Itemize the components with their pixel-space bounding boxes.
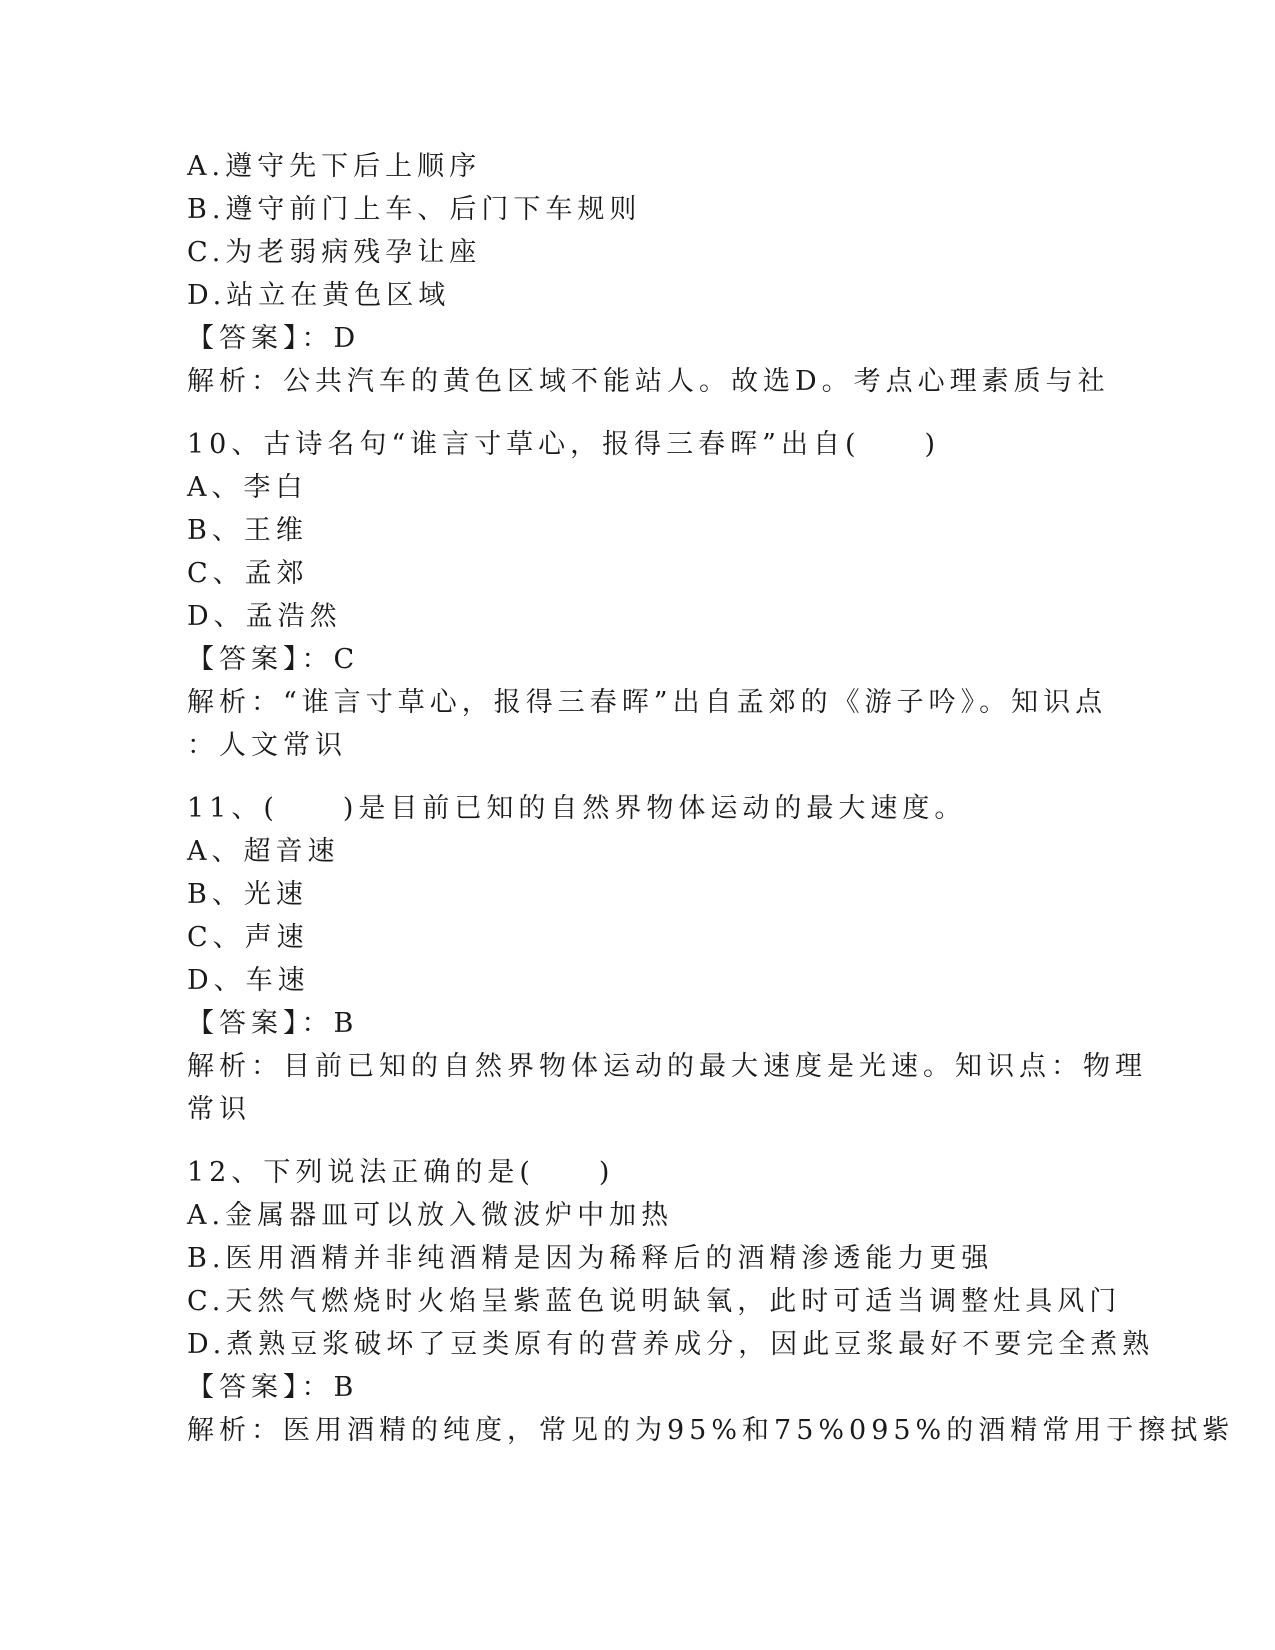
q12-option-b: B.医用酒精并非纯酒精是因为稀释后的酒精渗透能力更强 bbox=[187, 1243, 994, 1274]
q10-option-c: C、孟郊 bbox=[187, 558, 309, 589]
q12-option-a: A.金属器皿可以放入微波炉中加热 bbox=[187, 1200, 674, 1231]
question-10-block bbox=[187, 423, 1108, 767]
q11-option-b: B、光速 bbox=[187, 879, 308, 910]
q10-analysis-line-1: 解析：“谁言寸草心，报得三春晖”出自孟郊的《游子吟》。知识点 bbox=[187, 687, 1108, 718]
q10-question: 10、古诗名句“谁言寸草心，报得三春晖”出自( ) bbox=[187, 429, 941, 460]
q11-option-c: C、声速 bbox=[187, 922, 309, 953]
q10-analysis-line-2: ：人文常识 bbox=[187, 730, 347, 761]
document-page bbox=[187, 145, 1235, 1452]
question-9-block bbox=[187, 145, 1110, 403]
q9-option-a: A.遵守先下后上顺序 bbox=[187, 151, 482, 182]
q11-analysis-line-1: 解析：目前已知的自然界物体运动的最大速度是光速。知识点：物理 bbox=[187, 1051, 1147, 1082]
spacer bbox=[187, 403, 1087, 423]
question-11-block bbox=[187, 787, 1147, 1131]
q12-option-d: D.煮熟豆浆破坏了豆类原有的营养成分，因此豆浆最好不要完全煮熟 bbox=[187, 1329, 1155, 1360]
question-12-block bbox=[187, 1151, 1235, 1452]
q10-option-b: B、王维 bbox=[187, 515, 308, 546]
spacer bbox=[187, 767, 1087, 787]
q9-answer: 【答案】：D bbox=[187, 323, 361, 354]
q11-option-d: D、车速 bbox=[187, 965, 310, 996]
spacer bbox=[187, 1131, 1087, 1151]
q11-question: 11、( )是目前已知的自然界物体运动的最大速度。 bbox=[187, 793, 967, 824]
q11-answer: 【答案】：B bbox=[187, 1008, 359, 1039]
q9-option-b: B.遵守前门上车、后门下车规则 bbox=[187, 194, 642, 225]
q10-answer: 【答案】：C bbox=[187, 644, 360, 675]
q10-option-a: A、李白 bbox=[187, 472, 308, 503]
q12-option-c: C.天然气燃烧时火焰呈紫蓝色说明缺氧，此时可适当调整灶具风门 bbox=[187, 1286, 1122, 1317]
q11-option-a: A、超音速 bbox=[187, 836, 340, 867]
q9-option-d: D.站立在黄色区域 bbox=[187, 280, 451, 311]
q9-analysis-line-1: 解析：公共汽车的黄色区域不能站人。故选D。考点心理素质与社 bbox=[187, 366, 1110, 397]
q12-question: 12、下列说法正确的是( ) bbox=[187, 1157, 615, 1188]
q11-analysis-line-2: 常识 bbox=[187, 1094, 251, 1125]
q12-analysis-line-1: 解析：医用酒精的纯度，常见的为95%和75%095%的酒精常用于擦拭紫 bbox=[187, 1415, 1235, 1446]
q9-option-c: C.为老弱病残孕让座 bbox=[187, 237, 482, 268]
q10-option-d: D、孟浩然 bbox=[187, 601, 342, 632]
q12-answer: 【答案】：B bbox=[187, 1372, 359, 1403]
